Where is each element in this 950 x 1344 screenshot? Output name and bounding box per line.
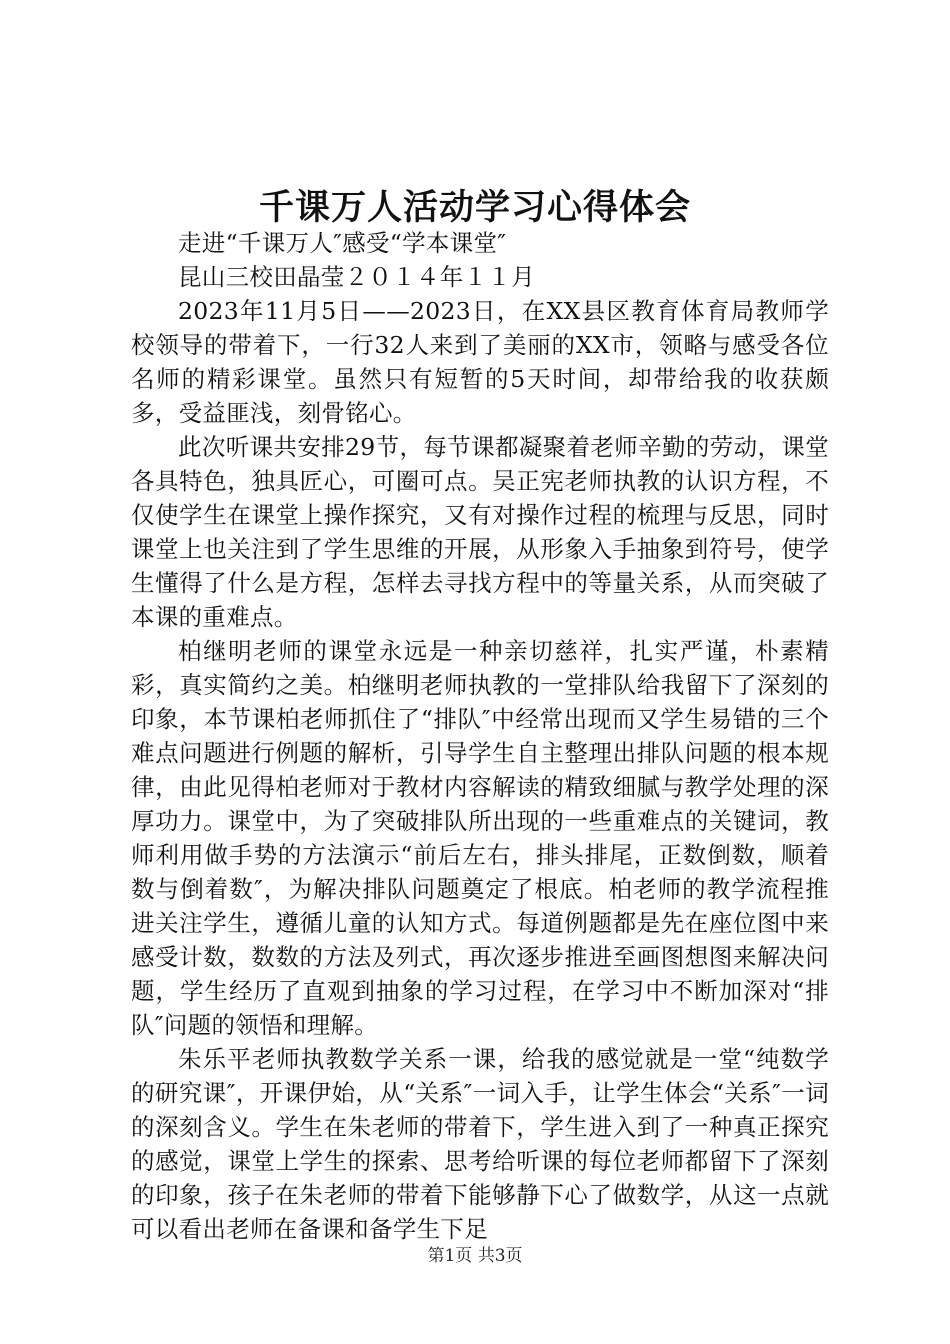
paragraph: 此次听课共安排29节，每节课都凝聚着老师辛勤的劳动，课堂各具特色，独具匠心，可圈可点。吴正宪老师执教的认识方程，不仅使学生在课堂上操作探究，又有对操作过程的梳理与反思，同时课堂上也关注到了学生思维的开展，从形象入手抽象到符号，使学生懂得了什么是方程，怎样去寻找方程中的等量关系，从而突破了本课的重难点。 bbox=[131, 433, 829, 631]
subtitle-line: 走进“千课万人″感受“学本课堂″ bbox=[178, 229, 507, 257]
document-title: 千课万人活动学习心得体会 bbox=[258, 187, 691, 228]
paragraph: 2023年11月5日——2023日，在XX县区教育体育局教师学校领导的带着下，一行32人来到了美丽的XX市，领略与感受各位名师的精彩课堂。虽然只有短暂的5天时间，却带给我的收获颇多，受益匪浅，刻骨铭心。 bbox=[131, 297, 829, 427]
paragraph: 柏继明老师的课堂永远是一种亲切慈祥，扎实严谨，朴素精彩，真实简约之美。柏继明老师执教的一堂排队给我留下了深刻的印象，本节课柏老师抓住了“排队″中经常出现而又学生易错的三个难点问题进行例题的解析，引导学生自主整理出排队问题的根本规律，由此见得柏老师对于教材内容解读的精致细腻与教学处理的深厚功力。课堂中，为了突破排队所出现的一些重难点的关键词，教师利用做手势的方法演示“前后左右，排头排尾，正数倒数，顺着数与倒着数″，为解决排队问题奠定了根底。柏老师的教学流程推进关注学生，遵循儿童的认知方式。每道例题都是先在座位图中来感受计数，数数的方法及列式，再次逐步推进至画图想图来解决问题，学生经历了直观到抽象的学习过程，在学习中不断加深对“排队″问题的领悟和理解。 bbox=[131, 637, 829, 1039]
author-date-line: 昆山三校田晶莹２０１４年１１月 bbox=[178, 263, 535, 291]
document-body bbox=[131, 226, 829, 1246]
paragraph: 朱乐平老师执教数学关系一课，给我的感觉就是一堂“纯数学的研究课″，开课伊始，从“关系″一词入手，让学生体会“关系″一词的深刻含义。学生在朱老师的带着下，学生进入到了一种真正探究的感觉，课堂上学生的探索、思考给听课的每位老师都留下了深刻的印象，孩子在朱老师的带着下能够静下心了做数学，从这一点就可以看出老师在备课和备学生下足 bbox=[131, 1045, 829, 1243]
page-number-footer: 第1页 共3页 bbox=[427, 1246, 523, 1266]
